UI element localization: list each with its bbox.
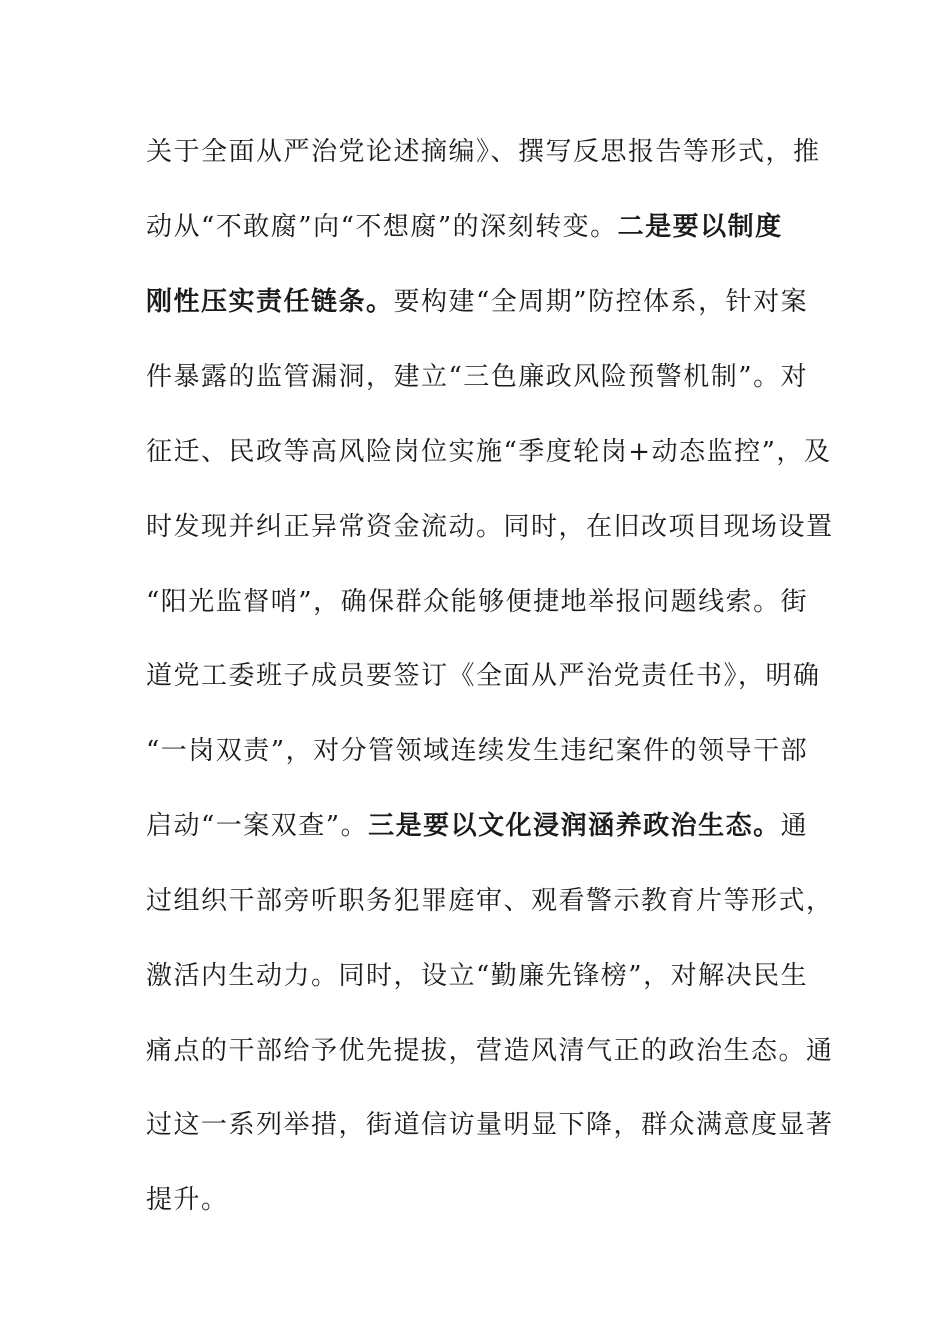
paragraph-line-14: [146, 1110, 834, 1140]
paragraph-line-2: [146, 212, 826, 242]
line-text: 件暴露的监管漏洞，建立“三色廉政风险预警机制”。对: [146, 362, 809, 392]
paragraph-line-7: [146, 587, 826, 617]
bold-heading-three: 三是要以文化浸润涵养政治生态。: [368, 811, 781, 841]
line-text: 提升。: [146, 1185, 229, 1215]
paragraph-line-12: [146, 961, 826, 991]
paragraph-line-9: [146, 736, 826, 766]
paragraph-line-13: [146, 1036, 834, 1066]
line-text: 道党工委班子成员要签订《全面从严治党责任书》，明确: [146, 661, 821, 691]
line-text: 过组织干部旁听职务犯罪庭审、观看警示教育片等形式，: [146, 886, 834, 916]
line-text: “阳光监督哨”，确保群众能够便捷地举报问题线索。街: [146, 587, 809, 617]
line-text: 启动“一案双查”。: [146, 811, 369, 841]
line-text: 过这一系列举措，街道信访量明显下降，群众满意度显著: [146, 1110, 834, 1140]
paragraph-line-10: [146, 811, 826, 841]
line-text: 痛点的干部给予优先提拔，营造风清气正的政治生态。通: [146, 1036, 834, 1066]
line-text: 时发现并纠正异常资金流动。同时，在旧改项目现场设置: [146, 512, 834, 542]
paragraph-line-4: [146, 362, 826, 392]
line-text: “一岗双责”，对分管领域连续发生违纪案件的领导干部: [146, 736, 809, 766]
paragraph-line-5: [146, 437, 832, 467]
line-text: 通: [780, 811, 809, 841]
line-text: 激活内生动力。同时，设立“勤廉先锋榜”，对解决民生: [146, 961, 809, 991]
line-text: 征迁、民政等高风险岗位实施“季度轮岗+动态监控”，及: [146, 437, 832, 467]
paragraph-line-11: [146, 886, 834, 916]
line-text: 要构建“全周期”防控体系，针对案: [393, 287, 809, 317]
bold-heading-two: 二是要以制度: [617, 212, 783, 242]
paragraph-line-15: [146, 1185, 826, 1215]
bold-heading-two-cont: 刚性压实责任链条。: [146, 287, 394, 317]
line-text: 关于全面从严治党论述摘编》、撰写反思报告等形式，推: [146, 137, 821, 167]
line-text: 动从“不敢腐”向“不想腐”的深刻转变。: [146, 212, 618, 242]
paragraph-line-8: [146, 661, 826, 691]
paragraph-line-3: [146, 287, 826, 317]
paragraph-line-1: [146, 137, 826, 167]
paragraph-line-6: [146, 512, 834, 542]
